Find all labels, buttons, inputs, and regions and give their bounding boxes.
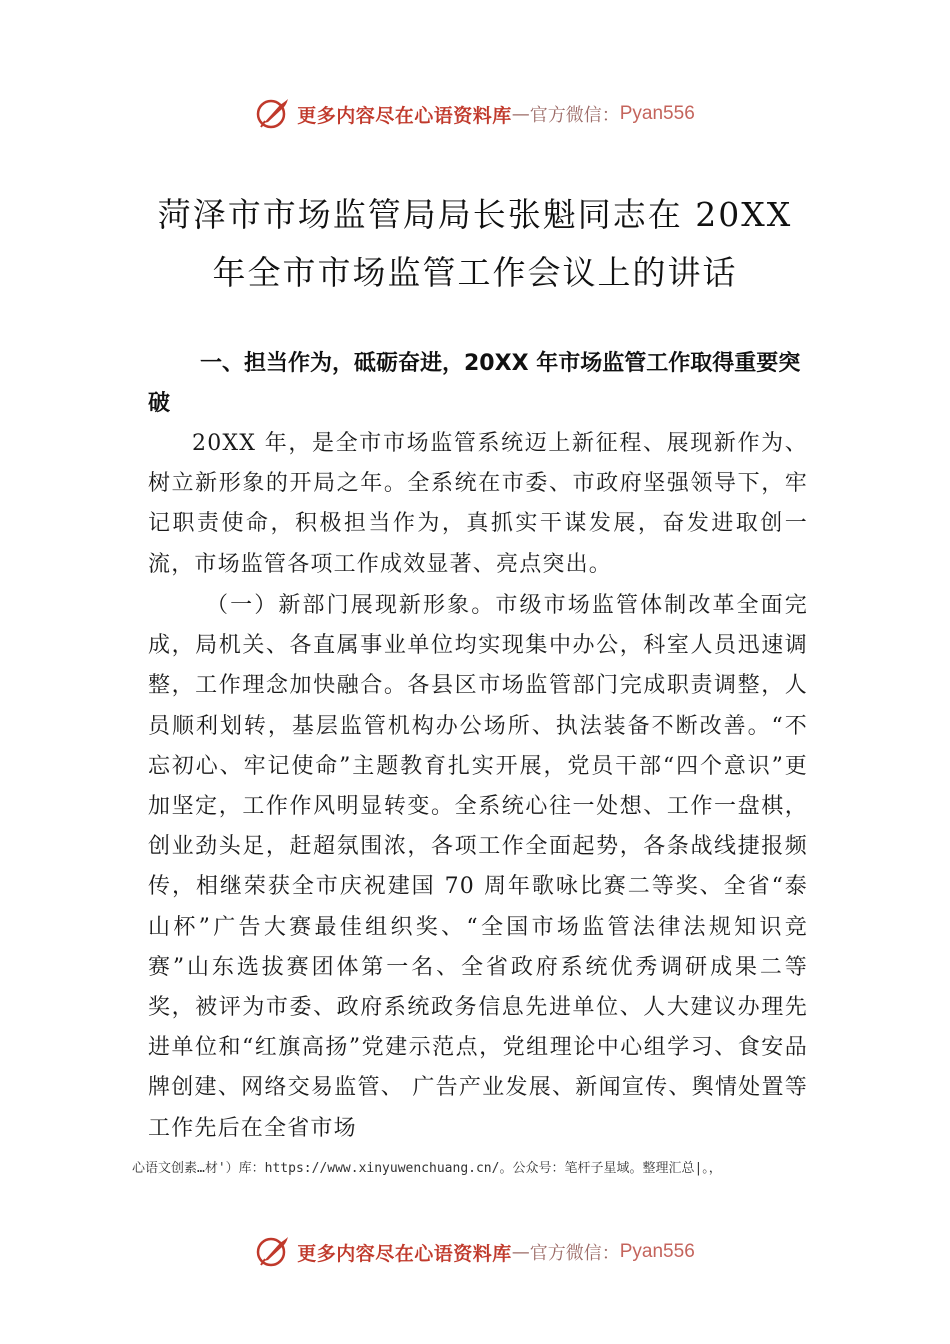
title-line-2: 年全市市场监管工作会议上的讲话	[212, 253, 738, 292]
section-heading: 一、担当作为，砥砺奋进，20XX 年市场监管工作取得重要突破	[148, 351, 801, 416]
footer-banner	[0, 1232, 950, 1272]
wechat-label: 官方微信：	[529, 105, 620, 126]
wechat-id: Pyan556	[619, 103, 695, 124]
document-title	[120, 186, 830, 302]
brand-text: 更多内容尽在心语资料库	[297, 104, 512, 127]
title-line-1: 菏泽市市场监管局局长张魁同志在 20XX	[157, 195, 793, 234]
wechat-label: 官方微信：	[529, 1243, 620, 1264]
header-banner	[0, 94, 950, 134]
paragraph-2: （一）新部门展现新形象。市级市场监管体制改革全面完成，局机关、各直属事业单位均实现集中办公，科室人员迅速调整，工作理念加快融合。各县区市场监管部门完成职责调整，人员顺利划转，基层监管机构办公场所、执法装备不断改善。“不忘初心、牢记使命”主题教育扎实开展，党员干部“四个意识”更加坚定，工作作风明显转变。全系统心往一处想、工作一盘棋，创业劲头足，赶超氛围浓，各项工作全面起势，各条战线捷报频传，相继荣获全市庆祝建国 70 周年歌咏比赛二等奖、全省“泰山杯”广告大赛最佳组织奖、“全国市场监管法律法规知识竞赛”山东选拔赛团体第一名、全省政府系统优秀调研成果二等奖，被评为市委、政府系统政务信息先进单位、人大建议办理先进单位和“红旗高扬”党建示范点，党组理论中心组学习、食安品牌创建、网络交易监管、 广告产业发展、新闻宣传、舆情处置等工作先后在全省市场	[148, 593, 808, 1141]
quill-logo-icon	[255, 96, 291, 132]
brand-text: 更多内容尽在心语资料库	[297, 1242, 512, 1265]
separator: —	[511, 103, 530, 125]
quill-logo-icon	[255, 1234, 291, 1270]
paragraph-1: 20XX 年，是全市市场监管系统迈上新征程、展现新作为、树立新形象的开局之年。全系统在市委、市政府坚强领导下，牢记职责使命，积极担当作为，真抓实干谋发展，奋发进取创一流，市场监管各项工作成效显著、亮点突出。	[148, 431, 808, 577]
wechat-id: Pyan556	[619, 1241, 695, 1262]
source-footnote: 心语文创素…材'）库：https://www.xinyuwenchuang.cn/。公众号：笔杆子星域。整理汇总|。，	[132, 1161, 722, 1176]
separator: —	[511, 1241, 530, 1263]
